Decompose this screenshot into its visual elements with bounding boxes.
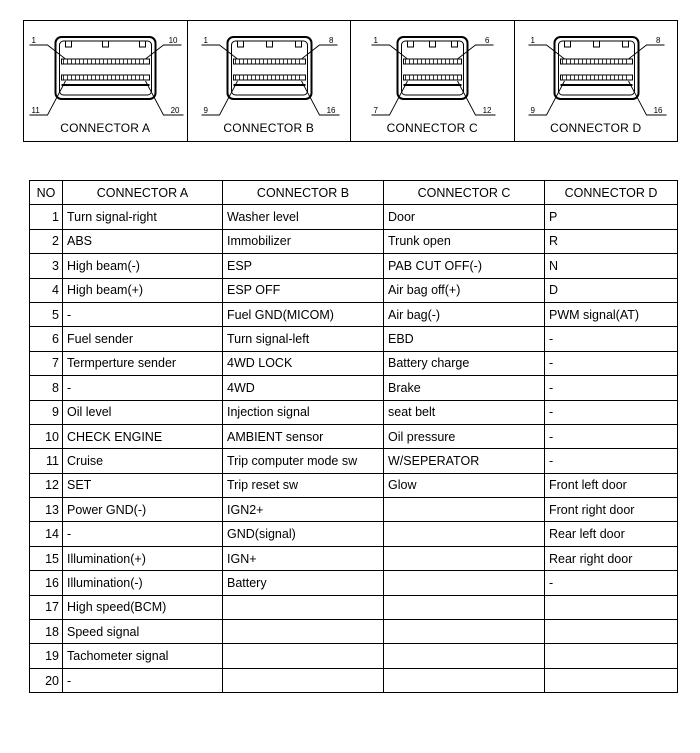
column-header: CONNECTOR C (384, 181, 545, 205)
pin-function: - (545, 376, 678, 400)
pin-label-bottom-right: 12 (482, 106, 492, 115)
pin-function: Air bag(-) (384, 302, 545, 326)
table-row (30, 595, 678, 619)
table-row (30, 278, 678, 302)
pin-number: 13 (30, 498, 63, 522)
connector-caption: CONNECTOR D (550, 121, 642, 135)
pin-number: 2 (30, 229, 63, 253)
table-row (30, 668, 678, 692)
pin-label-bottom-left: 9 (203, 106, 208, 115)
table-row (30, 449, 678, 473)
pin-function: P (545, 205, 678, 229)
pin-function: - (63, 668, 223, 692)
pin-function: W/SEPERATOR (384, 449, 545, 473)
pin-function (223, 644, 384, 668)
pin-function: 4WD LOCK (223, 351, 384, 375)
pin-function (384, 498, 545, 522)
pin-number: 10 (30, 424, 63, 448)
pin-function: IGN+ (223, 546, 384, 570)
pin-function: Front right door (545, 498, 678, 522)
connector-b-cell (188, 21, 352, 141)
table-row (30, 376, 678, 400)
table-row (30, 254, 678, 278)
connector-diagram-panel (23, 20, 678, 142)
pin-function: ABS (63, 229, 223, 253)
pin-label-bottom-right: 20 (170, 106, 180, 115)
pin-function: Door (384, 205, 545, 229)
table-row (30, 400, 678, 424)
column-header: CONNECTOR B (223, 181, 384, 205)
pin-function: IGN2+ (223, 498, 384, 522)
pin-function: 4WD (223, 376, 384, 400)
pin-function: GND(signal) (223, 522, 384, 546)
pin-function: Power GND(-) (63, 498, 223, 522)
pin-number: 17 (30, 595, 63, 619)
table-row (30, 620, 678, 644)
pin-label-bottom-left: 9 (530, 106, 535, 115)
pin-number: 11 (30, 449, 63, 473)
connector-caption: CONNECTOR B (223, 121, 315, 135)
pin-function: Cruise (63, 449, 223, 473)
pin-function: - (545, 571, 678, 595)
pin-function: Battery charge (384, 351, 545, 375)
pin-function (384, 522, 545, 546)
pin-function (384, 668, 545, 692)
table-row (30, 302, 678, 326)
pin-function: Fuel sender (63, 327, 223, 351)
column-header: CONNECTOR D (545, 181, 678, 205)
pin-function: D (545, 278, 678, 302)
connector-d-cell (515, 21, 678, 141)
pin-number: 5 (30, 302, 63, 326)
table-row (30, 229, 678, 253)
connector-caption: CONNECTOR C (386, 121, 478, 135)
table-row (30, 644, 678, 668)
column-header: CONNECTOR A (63, 181, 223, 205)
pin-number: 20 (30, 668, 63, 692)
pin-function (384, 644, 545, 668)
pin-function: High beam(+) (63, 278, 223, 302)
pin-function: Speed signal (63, 620, 223, 644)
pin-number: 7 (30, 351, 63, 375)
pin-number: 18 (30, 620, 63, 644)
pin-function: Fuel GND(MICOM) (223, 302, 384, 326)
table-header-row (30, 181, 678, 205)
pin-number: 19 (30, 644, 63, 668)
pin-function: Illumination(+) (63, 546, 223, 570)
pin-function (223, 620, 384, 644)
pin-function: High speed(BCM) (63, 595, 223, 619)
pin-function: AMBIENT sensor (223, 424, 384, 448)
pin-function (384, 620, 545, 644)
pin-function: PWM signal(AT) (545, 302, 678, 326)
pin-function: Brake (384, 376, 545, 400)
table-row (30, 424, 678, 448)
pin-label-bottom-right: 16 (326, 106, 335, 115)
pin-number: 14 (30, 522, 63, 546)
pin-function (545, 620, 678, 644)
pin-function: Trunk open (384, 229, 545, 253)
pin-function: Oil pressure (384, 424, 545, 448)
pin-function: - (545, 327, 678, 351)
pin-function (384, 571, 545, 595)
pin-function: Termperture sender (63, 351, 223, 375)
connector-caption: CONNECTOR A (60, 121, 151, 135)
pin-function: seat belt (384, 400, 545, 424)
pin-function: Air bag off(+) (384, 278, 545, 302)
pin-function: ESP (223, 254, 384, 278)
pin-table (29, 180, 678, 693)
table-row (30, 327, 678, 351)
table-row (30, 546, 678, 570)
pin-function: Tachometer signal (63, 644, 223, 668)
pin-function: R (545, 229, 678, 253)
pin-label-top-right: 6 (485, 36, 490, 45)
pin-function: Battery (223, 571, 384, 595)
pin-function: CHECK ENGINE (63, 424, 223, 448)
pin-function: PAB CUT OFF(-) (384, 254, 545, 278)
pin-label-bottom-right: 16 (653, 106, 662, 115)
connector-a-cell (24, 21, 188, 141)
pin-label-top-left: 1 (31, 36, 36, 45)
pin-function: Glow (384, 473, 545, 497)
pin-function: - (545, 424, 678, 448)
table-row (30, 351, 678, 375)
pin-label-top-right: 8 (328, 36, 333, 45)
pin-number: 12 (30, 473, 63, 497)
table-row (30, 205, 678, 229)
pin-function: Front left door (545, 473, 678, 497)
pin-function (223, 595, 384, 619)
pin-number: 9 (30, 400, 63, 424)
pin-function (545, 668, 678, 692)
pin-function: Turn signal-left (223, 327, 384, 351)
pin-function: - (63, 376, 223, 400)
connector-c-cell (351, 21, 515, 141)
pin-number: 6 (30, 327, 63, 351)
pin-function: Rear right door (545, 546, 678, 570)
table-row (30, 498, 678, 522)
pin-function: Trip computer mode sw (223, 449, 384, 473)
pin-label-bottom-left: 7 (373, 106, 378, 115)
column-header: NO (30, 181, 63, 205)
table-row (30, 522, 678, 546)
pin-function (223, 668, 384, 692)
pin-function: SET (63, 473, 223, 497)
pin-function: Rear left door (545, 522, 678, 546)
pin-label-top-left: 1 (203, 36, 208, 45)
pin-function (545, 644, 678, 668)
pin-function: Turn signal-right (63, 205, 223, 229)
pin-function: ESP OFF (223, 278, 384, 302)
pin-function: - (545, 449, 678, 473)
pin-number: 1 (30, 205, 63, 229)
pin-function: Injection signal (223, 400, 384, 424)
pin-function: Oil level (63, 400, 223, 424)
pin-function: Trip reset sw (223, 473, 384, 497)
pin-function: Illumination(-) (63, 571, 223, 595)
pin-function: Washer level (223, 205, 384, 229)
pin-number: 15 (30, 546, 63, 570)
pin-label-top-right: 10 (168, 36, 178, 45)
pin-function: - (63, 302, 223, 326)
pin-number: 4 (30, 278, 63, 302)
pin-function (384, 546, 545, 570)
pin-function: - (63, 522, 223, 546)
pin-function (384, 595, 545, 619)
pin-label-bottom-left: 11 (31, 106, 40, 115)
pin-function: - (545, 351, 678, 375)
pin-function: Immobilizer (223, 229, 384, 253)
pin-function: - (545, 400, 678, 424)
pin-number: 8 (30, 376, 63, 400)
pin-label-top-right: 8 (655, 36, 660, 45)
pin-function: N (545, 254, 678, 278)
pin-label-top-left: 1 (530, 36, 535, 45)
pin-number: 3 (30, 254, 63, 278)
pin-function: High beam(-) (63, 254, 223, 278)
pin-number: 16 (30, 571, 63, 595)
table-row (30, 571, 678, 595)
pin-function: EBD (384, 327, 545, 351)
pin-label-top-left: 1 (373, 36, 378, 45)
table-row (30, 473, 678, 497)
pin-function (545, 595, 678, 619)
